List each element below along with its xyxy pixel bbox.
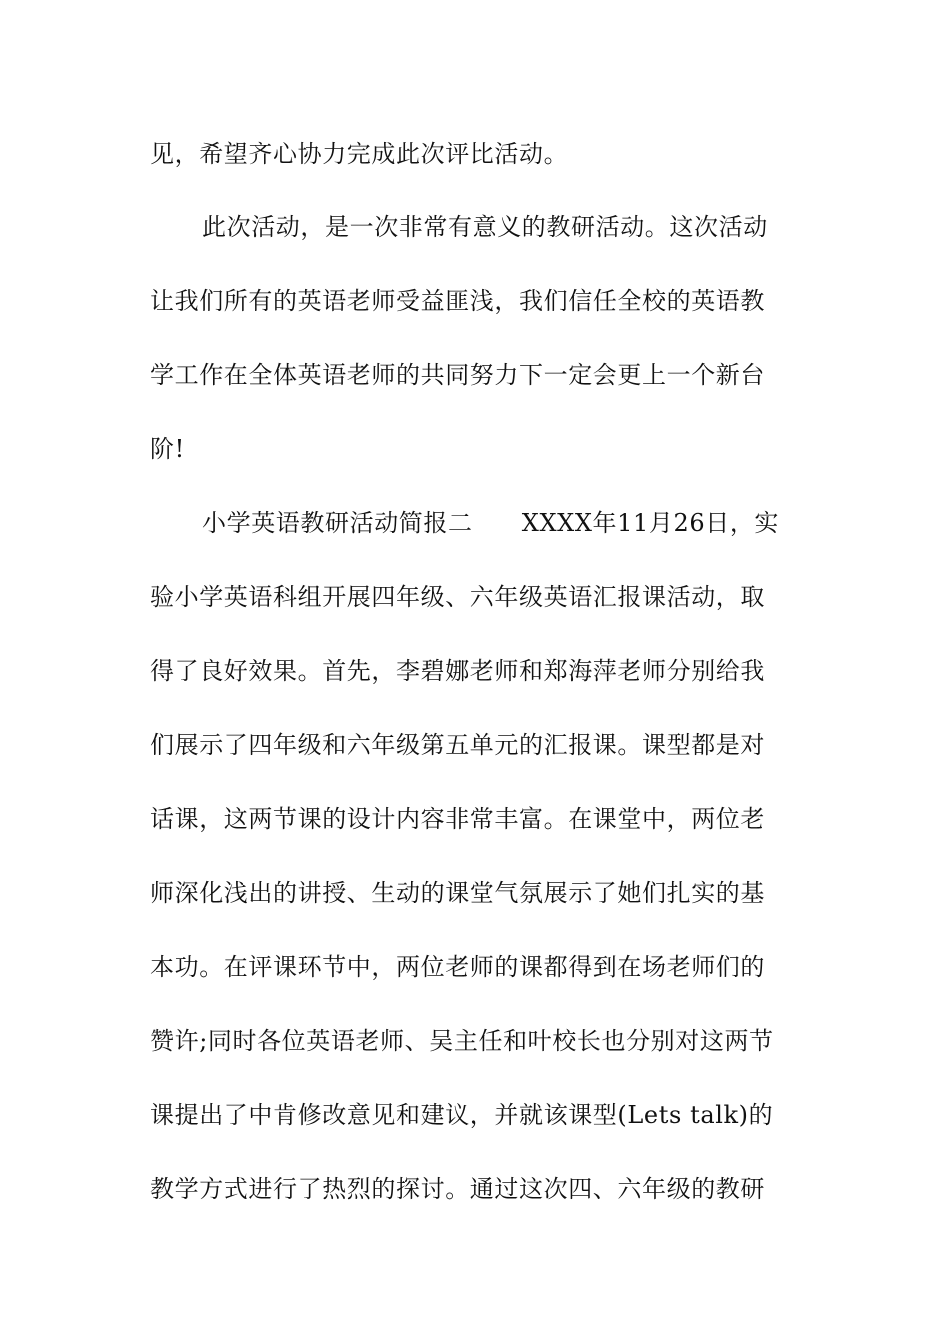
paragraph-line: 阶! [150,435,185,463]
paragraph-line: 见，希望齐心协力完成此次评比活动。 [150,140,569,168]
paragraph-line: 此次活动，是一次非常有意义的教研活动。这次活动 [202,213,768,241]
paragraph-line: 课提出了中肯修改意见和建议，并就该课型(Lets talk)的 [150,1101,774,1129]
paragraph-line: 们展示了四年级和六年级第五单元的汇报课。课型都是对 [150,731,765,759]
paragraph-line: 验小学英语科组开展四年级、六年级英语汇报课活动，取 [150,583,765,611]
paragraph-line: 话课，这两节课的设计内容非常丰富。在课堂中，两位老 [150,805,765,833]
paragraph-line: 赞许;同时各位英语老师、吴主任和叶校长也分别对这两节 [150,1027,774,1055]
paragraph-line: 师深化浅出的讲授、生动的课堂气氛展示了她们扎实的基 [150,879,765,907]
paragraph-line: 让我们所有的英语老师受益匪浅，我们信任全校的英语教 [150,287,765,315]
paragraph-line: 本功。在评课环节中，两位老师的课都得到在场老师们的 [150,953,765,981]
paragraph-line: 学工作在全体英语老师的共同努力下一定会更上一个新台 [150,361,765,389]
paragraph-line: 小学英语教研活动简报二 XXXX年11月26日，实 [202,509,780,537]
paragraph-line: 教学方式进行了热烈的探讨。通过这次四、六年级的教研 [150,1175,765,1203]
paragraph-line: 得了良好效果。首先，李碧娜老师和郑海萍老师分别给我 [150,657,765,685]
